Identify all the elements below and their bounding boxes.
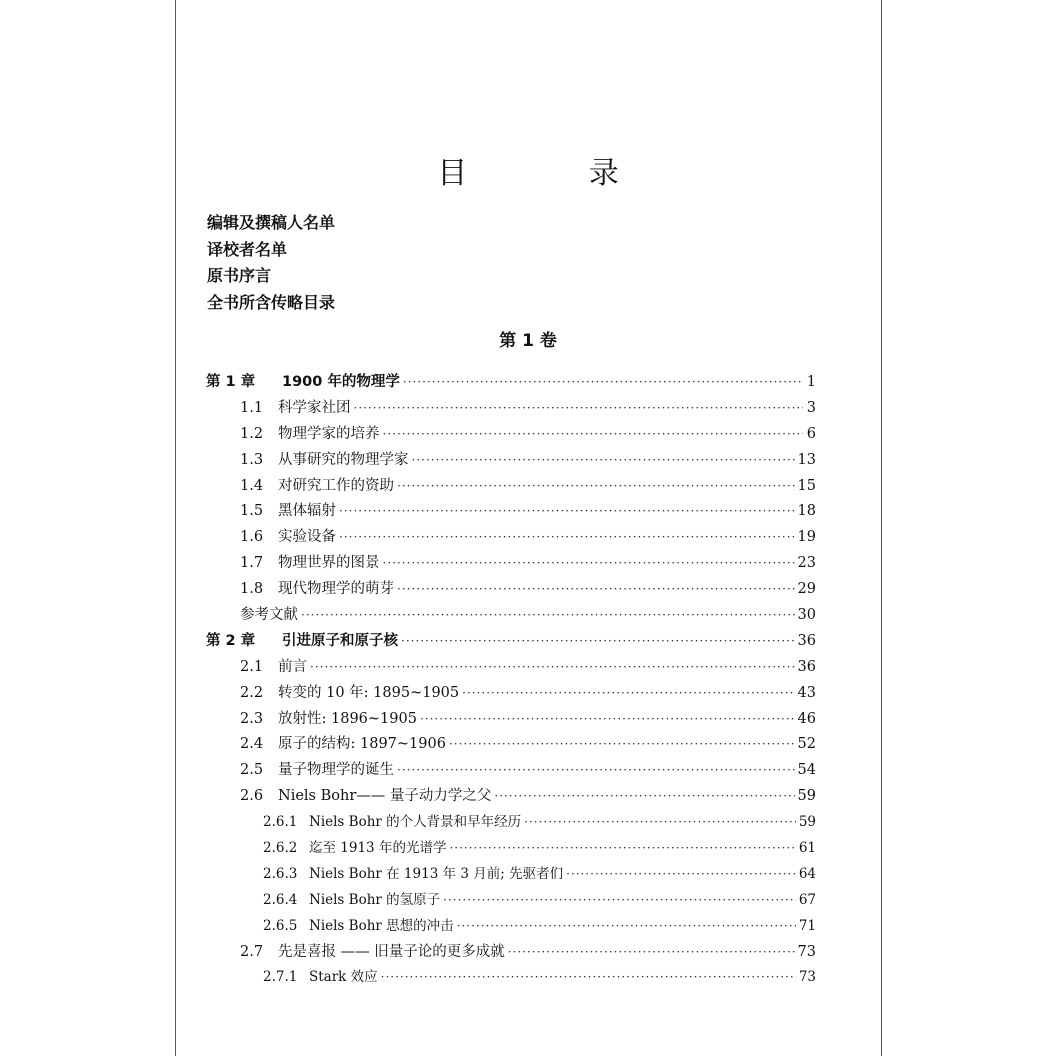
toc-entry-page-number: 15 <box>797 477 816 494</box>
toc-entry-page-number: 3 <box>806 399 816 416</box>
toc-entry-page-number: 59 <box>797 788 816 805</box>
dot-leader <box>412 448 795 474</box>
toc-entry-page-number: 59 <box>798 814 816 831</box>
dot-leader <box>462 681 794 707</box>
dot-leader <box>310 655 795 681</box>
dot-leader <box>420 707 795 733</box>
dot-leader <box>457 914 796 940</box>
toc-entry-chapter <box>200 629 816 655</box>
toc-entry-section <box>200 784 816 810</box>
dot-leader <box>443 888 796 914</box>
toc-entry-title: 科学家社团 <box>278 399 351 416</box>
toc-entry-number: 1.2 <box>240 425 264 442</box>
front-matter-item: 译校者名单 <box>207 239 288 259</box>
toc-entry-title: Niels Bohr 的个人背景和早年经历 <box>309 814 522 831</box>
toc-entry-title: 1900 年的物理学 <box>282 374 400 390</box>
toc-entry-number: 1.6 <box>240 529 264 546</box>
toc-entry-subsection <box>200 888 816 914</box>
toc-entry-title: 转变的 10 年: 1895~1905 <box>278 684 460 701</box>
toc-entry-title: Niels Bohr 思想的冲击 <box>309 917 454 934</box>
dot-leader <box>383 422 804 448</box>
toc-entry-refs <box>200 603 816 629</box>
toc-entry-title: Stark 效应 <box>309 969 378 986</box>
dot-leader <box>449 732 795 758</box>
toc-entry-number: 1.8 <box>240 581 264 598</box>
dot-leader <box>401 629 795 655</box>
toc-entry-subsection <box>200 836 816 862</box>
toc-entry-subsection <box>200 810 816 836</box>
toc-entry-title: 对研究工作的资助 <box>278 477 394 494</box>
toc-entry-number: 2.3 <box>240 710 264 727</box>
toc-entry-page-number: 54 <box>797 762 816 779</box>
toc-entry-page-number: 64 <box>798 865 816 882</box>
toc-entry-page-number: 23 <box>797 555 816 572</box>
toc-entry-number: 2.6.1 <box>263 814 298 831</box>
toc-entry-title: 实验设备 <box>278 529 336 546</box>
toc-entry-subsection <box>200 862 816 888</box>
toc-entry-page-number: 30 <box>797 607 816 624</box>
toc-entry-title: Niels Bohr 的氢原子 <box>309 891 441 908</box>
toc-entry-page-number: 71 <box>798 917 816 934</box>
dot-leader <box>301 603 795 629</box>
front-matter-item: 原书序言 <box>207 266 272 285</box>
table-of-contents <box>200 370 816 991</box>
toc-entry-section <box>200 732 816 758</box>
dot-leader <box>354 396 804 422</box>
dot-leader <box>397 758 795 784</box>
toc-entry-title: 参考文献 <box>240 607 298 624</box>
dot-leader <box>508 940 795 966</box>
toc-entry-number: 2.7 <box>240 943 264 960</box>
toc-entry-title: Niels Bohr—— 量子动力学之父 <box>278 788 492 805</box>
toc-entry-number: 2.6.5 <box>263 917 298 934</box>
toc-entry-title: 从事研究的物理学家 <box>278 451 409 468</box>
front-matter-item: 全书所含传略目录 <box>207 292 336 312</box>
toc-entry-section <box>200 474 816 500</box>
toc-entry-subsection <box>200 914 816 940</box>
toc-entry-title: 原子的结构: 1897~1906 <box>278 736 446 753</box>
toc-entry-title: 黑体辐射 <box>278 503 336 520</box>
toc-entry-chapter <box>200 370 816 396</box>
toc-entry-title: 前言 <box>278 658 307 675</box>
toc-entry-number: 1.1 <box>240 399 264 416</box>
toc-entry-page-number: 36 <box>797 632 816 649</box>
dot-leader <box>383 551 795 577</box>
dot-leader <box>403 370 803 396</box>
dot-leader <box>339 525 795 551</box>
toc-entry-number: 第 1 章 <box>206 374 256 390</box>
toc-entry-page-number: 67 <box>798 891 816 908</box>
toc-entry-number: 2.6.3 <box>263 865 298 882</box>
toc-entry-page-number: 73 <box>798 969 816 986</box>
toc-entry-page-number: 73 <box>797 943 816 960</box>
dot-leader <box>449 836 795 862</box>
toc-entry-number: 2.6.2 <box>263 840 298 857</box>
toc-entry-number: 2.7.1 <box>263 969 298 986</box>
dot-leader <box>339 499 795 525</box>
toc-entry-number: 1.4 <box>240 477 264 494</box>
toc-entry-title: 引进原子和原子核 <box>282 632 398 649</box>
dot-leader <box>566 862 796 888</box>
toc-entry-number: 2.6 <box>240 788 264 805</box>
dot-leader <box>494 784 794 810</box>
toc-entry-section <box>200 551 816 577</box>
dot-leader <box>381 965 796 991</box>
volume-heading: 第 1 卷 <box>499 331 557 351</box>
toc-entry-page-number: 36 <box>797 658 816 675</box>
toc-entry-title: Niels Bohr 在 1913 年 3 月前; 先驱者们 <box>309 865 564 882</box>
page-title: 目 录 <box>437 156 675 191</box>
front-matter-list <box>207 210 335 316</box>
toc-entry-title: 放射性: 1896~1905 <box>278 710 417 727</box>
toc-entry-section <box>200 758 816 784</box>
dot-leader <box>524 810 796 836</box>
toc-entry-title: 物理学家的培养 <box>278 425 380 442</box>
toc-entry-page-number: 61 <box>798 840 816 857</box>
toc-entry-page-number: 52 <box>797 736 816 753</box>
toc-entry-number: 2.4 <box>240 736 264 753</box>
toc-entry-section <box>200 525 816 551</box>
toc-entry-page-number: 18 <box>797 503 816 520</box>
front-matter-item: 编辑及撰稿人名单 <box>207 213 336 232</box>
toc-entry-number: 2.2 <box>240 684 264 701</box>
toc-entry-section <box>200 577 816 603</box>
toc-entry-section <box>200 499 816 525</box>
toc-entry-section <box>200 655 816 681</box>
toc-entry-page-number: 29 <box>797 581 816 598</box>
toc-entry-title: 量子物理学的诞生 <box>278 762 394 779</box>
toc-entry-section <box>200 448 816 474</box>
toc-entry-page-number: 1 <box>806 374 816 390</box>
toc-entry-number: 1.5 <box>240 503 264 520</box>
dot-leader <box>397 577 795 603</box>
toc-entry-number: 1.3 <box>240 451 264 468</box>
toc-entry-title: 物理世界的图景 <box>278 555 380 572</box>
toc-entry-section <box>200 422 816 448</box>
toc-entry-page-number: 43 <box>797 684 816 701</box>
toc-entry-number: 2.6.4 <box>263 891 298 908</box>
toc-entry-section <box>200 707 816 733</box>
toc-entry-title: 迄至 1913 年的光谱学 <box>309 840 447 857</box>
dot-leader <box>397 474 795 500</box>
toc-entry-page-number: 19 <box>797 529 816 546</box>
toc-entry-number: 2.1 <box>240 658 264 675</box>
toc-entry-section <box>200 940 816 966</box>
toc-entry-page-number: 46 <box>797 710 816 727</box>
toc-entry-number: 1.7 <box>240 555 264 572</box>
toc-entry-number: 第 2 章 <box>206 632 256 649</box>
toc-entry-page-number: 13 <box>797 451 816 468</box>
toc-entry-title: 先是喜报 —— 旧量子论的更多成就 <box>278 943 505 960</box>
toc-entry-section <box>200 681 816 707</box>
toc-entry-number: 2.5 <box>240 762 264 779</box>
toc-entry-title: 现代物理学的萌芽 <box>278 581 394 598</box>
toc-entry-subsection <box>200 965 816 991</box>
toc-entry-section <box>200 396 816 422</box>
toc-entry-page-number: 6 <box>806 425 816 442</box>
